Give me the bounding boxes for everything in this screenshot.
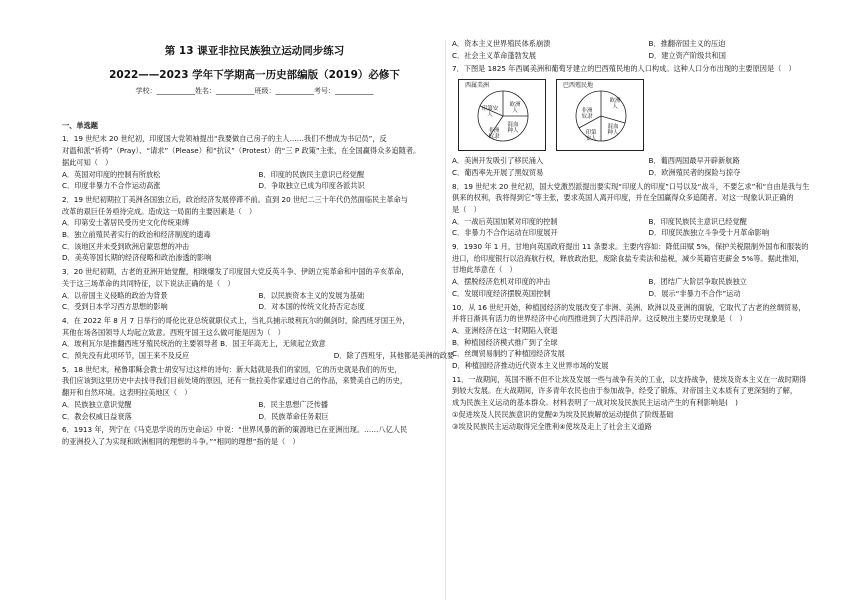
answer-option: B．以民族资本主义的发展为基础: [258, 290, 365, 300]
pie-slice-label: 欧洲人: [509, 102, 521, 115]
answer-option: D．除了西班牙，其他都是美洲的政要: [333, 351, 455, 361]
question-item: [62, 315, 455, 362]
answer-option: D．争取独立已成为印度各派共识: [258, 181, 365, 191]
question-text-line: 对温和派“祈祷”（Pray）、“请求”（Please）和“抗议”（Protest）的“三 P 政策”主张，在全国赢得众多追随者。: [62, 146, 421, 156]
question-text-line: 的亚洲投入了为实现和欧洲相同的理想的斗争。”“相同的理想”指的是（ ）: [62, 436, 300, 446]
answer-option: C．预先没有此项环节，国王来不及反应: [62, 351, 190, 361]
question-text-line: 其他在场各国领导人均起立致意。西班牙国王这么做可能是因为（ ）: [62, 327, 285, 337]
answer-option: C．教会权威日益衰落: [62, 411, 132, 421]
question-text-line: 是（ ）: [452, 204, 481, 214]
question-text-line: 7．下图是 1825 年西属美洲和葡萄牙建立的巴西殖民地的人口构成。这种人口分布出现的主要原因是（ ）: [452, 64, 796, 74]
question-text-line: 甘地此举意在（ ）: [452, 265, 517, 275]
pie-slice-label: 印第安人: [585, 130, 597, 143]
option-grid: [62, 338, 455, 361]
question-text-line: 11．一战期间，英国不断不但不让埃及发展一些与战争有关的工业，以支持战争，使埃及资本主义在一战时期得: [452, 374, 807, 384]
population-pie-charts: [458, 79, 837, 151]
question-item: [452, 181, 837, 240]
answer-option: B．印度的民族民主意识已经觉醒: [258, 169, 365, 179]
answer-option: A．玻利瓦尔是推翻西班牙殖民统治的主要领导者 B．国王年高无上，无须起立致意: [62, 339, 326, 349]
pie-slice-label: 欧洲人: [609, 98, 621, 111]
pie-slice-label: 混血种人: [507, 122, 519, 135]
q6-options: [452, 38, 837, 61]
question-text-line: 俱来的权利，我将得到它”等主张，要求英国人离开印度，并在全国赢得众多追随者。对这一现象认识正确的: [452, 193, 794, 203]
pie-slice-label: 印第安人: [481, 106, 499, 119]
answer-option: C．社会主义革命蓬勃发展: [452, 50, 537, 60]
answer-option: C．该地区并未受到欧洲启蒙思想的冲击: [62, 241, 190, 251]
answer-option: B．民主思想广泛传播: [258, 399, 329, 409]
option-grid: [62, 290, 447, 313]
question-item: [62, 364, 447, 423]
answer-option: C．发展印度经济摆脱英国控制: [452, 288, 551, 298]
answer-option: D．对本国的传统文化持否定态度: [258, 302, 365, 312]
question-text-line: 进口，给印度银行以沿海航行权，释放政治犯，废除食盐专卖法和盐税，减少英籍官吏薪金 5%等。据此推知，: [452, 253, 804, 263]
pie-slice-label: 非洲奴隶: [488, 128, 500, 141]
question-text-line: 10．从 16 世纪开始，种植园经济的发展改变了非洲、美洲、欧洲以及亚洲的面貌，它取代了古老的丝绸贸易，: [452, 302, 806, 312]
right-question-list: [452, 181, 837, 433]
answer-option: B．独立前殖民者实行的政治和经济制度的遗毒: [62, 230, 211, 240]
section-heading: 一、单选题: [62, 120, 98, 130]
option-grid: [452, 216, 837, 239]
q7-options: [452, 155, 837, 178]
answer-option: C．丝绸贸易制约了种植园经济发展: [452, 349, 565, 359]
option-grid: [452, 155, 837, 178]
question-text-line: 6．1913 年，列宁在《马克思学说的历史命运》中说：“世界风暴的新的策源地已在亚洲出现。……八亿人民: [62, 425, 408, 435]
answer-option: D．民族革命任务艰巨: [258, 411, 329, 421]
left-question-list: [62, 133, 455, 447]
answer-option: B．葡西两国最早开辟新航路: [648, 156, 740, 166]
answer-option: A．以帝国主义侵略的政治为背景: [62, 290, 168, 300]
answer-option: A．英国对印度的控制有所放松: [62, 169, 161, 179]
question-item: [452, 241, 837, 300]
question-text-line: 改革的艰巨任务亟待完成。造成这一局面的主要因素是（ ）: [62, 206, 257, 216]
answer-option: A．资本主义世界殖民体系崩溃: [452, 39, 551, 48]
q7-block: [452, 63, 837, 75]
pie-title: 西属美洲: [465, 82, 490, 90]
question-text-line: 到较大发展。在大战期间，许多青年农民也由于参加战争，经受了锻炼，对帝国主义本质有了更深刻的了解，: [452, 386, 798, 396]
option-grid: [62, 399, 447, 422]
answer-option: C．印度非暴力不合作运动高涨: [62, 181, 161, 191]
answer-option: D．美英等国长期的经济侵略和政治渗透的影响: [62, 253, 212, 263]
question-text-line: 据此可知（ ）: [62, 157, 113, 167]
option-grid: [452, 38, 837, 61]
option-grid: [62, 169, 447, 192]
pie-slice-label: 非洲奴隶: [581, 108, 593, 121]
right-column: [452, 0, 837, 432]
answer-option: A．民族独立意识觉醒: [62, 399, 132, 409]
question-text-line: 4．在 2022 年 8 月 7 日举行的哥伦比亚总统就职仪式上，当礼兵捕示玻利瓦尔的佩剑时，除西班牙国王外，: [62, 315, 410, 325]
left-column: [62, 0, 455, 448]
question-item: [452, 63, 837, 75]
answer-option: ③埃及民族民主运动取得完全胜利④使埃及走上了社会主义道路: [452, 421, 652, 431]
answer-option: B．种植园经济模式推广到了全球: [452, 337, 558, 347]
question-item: [452, 302, 837, 372]
question-item: [452, 374, 837, 433]
question-item: [62, 133, 447, 192]
answer-option: D．欧洲殖民者的探险与掠夺: [648, 167, 741, 177]
question-text-line: 5．18 世纪末，秘鲁耶稣会教士胡安写过这样的诗句：新大陆就是我们的家园，它的历史就是我们的历史，: [62, 364, 402, 374]
answer-option: B．印度民族民主意识已经觉醒: [648, 216, 747, 226]
question-item: [62, 194, 447, 264]
answer-option: C．非暴力不合作运动在印度展开: [452, 228, 558, 238]
question-text-line: 8．19 世纪末 20 世纪初，国大党激烈派提出要实现“印度人的印度”口号以及“战斗，不要乞求”和“自由是我与生: [452, 181, 810, 191]
question-item: [62, 424, 447, 447]
answer-option: A．亚洲经济在这一时期陷入衰退: [452, 325, 558, 335]
pie-title: 巴西殖民地: [563, 82, 594, 90]
question-item: [62, 266, 447, 313]
answer-option: A．美洲开发吸引了移民涌入: [452, 156, 544, 166]
student-info-line: 学校：___________姓名：___________班级：___________考号：___________: [135, 87, 374, 95]
pie-slice-label: 混血种人: [607, 124, 619, 137]
answer-option: D．建立资产阶级共和国: [648, 50, 726, 60]
answer-option: B．推翻帝国主义的压迫: [648, 39, 726, 48]
doc-subtitle: 2022——2023 学年下学期高一历史部编版（2019）必修下: [109, 69, 400, 81]
question-text-line: 2．19 世纪初期拉丁美洲各国独立后，政治经济发展停滞不前。直到 20 世纪二三十年代仍然面临民主革命与: [62, 194, 408, 204]
question-text-line: 翻开和自然环境。这表明拉美地区（ ）: [62, 388, 192, 398]
answer-option: D．展示“非暴力不合作”运动: [648, 288, 741, 298]
question-text-line: 并将日渐具有活力的世界经济中心向西推进到了大西洋沿岸。这反映出主要历史现象是（ ）: [452, 314, 747, 324]
pie-chart-brazil: [556, 79, 644, 151]
answer-option: B．团结广大阶层争取民族独立: [648, 277, 747, 287]
answer-option: A．印第安土著居民受历史文化传统束缚: [62, 218, 190, 228]
answer-option: D．种植园经济推动近代资本主义世界市场的发展: [452, 361, 609, 371]
question-text-line: 1．19 世纪末 20 世纪初，印度国大党领袖提出“我要做自己房子的主人……我们不想成为书记员”，反: [62, 134, 387, 144]
question-text-line: 3．20 世纪初期，古老的亚洲开始觉醒，相继爆发了印度国大党反英斗争、伊朗立宪革命和中国的辛亥革命，: [62, 267, 409, 277]
answer-option: C．受到日本学习西方思想的影响: [62, 302, 168, 312]
question-text-line: 关于这三场革命的共同特征，以下说法正确的是（ ）: [62, 278, 235, 288]
doc-title: 第 13 课亚非拉民族独立运动同步练习: [164, 45, 345, 57]
answer-option: D．印度民族独立斗争受十月革命影响: [648, 228, 770, 238]
answer-option: A．一战后英国加紧对印度的控制: [452, 216, 558, 226]
answer-option: ①促进埃及人民民族意识的觉醒②为埃及民族解放运动提供了阶级基础: [452, 409, 674, 419]
question-text-line: 成为民族主义运动的基本群众。材料表明了一战对埃及民族民主运动产生的有利影响是( ): [452, 398, 738, 408]
option-grid: [452, 276, 837, 299]
answer-option: C．葡西率先开展了黑奴贸易: [452, 167, 544, 177]
answer-option: A．摆脱经济危机对印度的冲击: [452, 277, 551, 287]
question-text-line: 9．1930 年 1 月，甘地向英国政府提出 11 条要求。主要内容如：降低田赋 5%，保护关税限制外国布和服装的: [452, 242, 809, 252]
pie-chart-spanish-america: [458, 79, 546, 151]
question-text-line: 我们应该到这里历史中去找寻我们目前处境的原因，还有一批拉美作家通过自己的作品，来赞美自己的历史，: [62, 376, 408, 386]
answer-option: [334, 338, 455, 350]
